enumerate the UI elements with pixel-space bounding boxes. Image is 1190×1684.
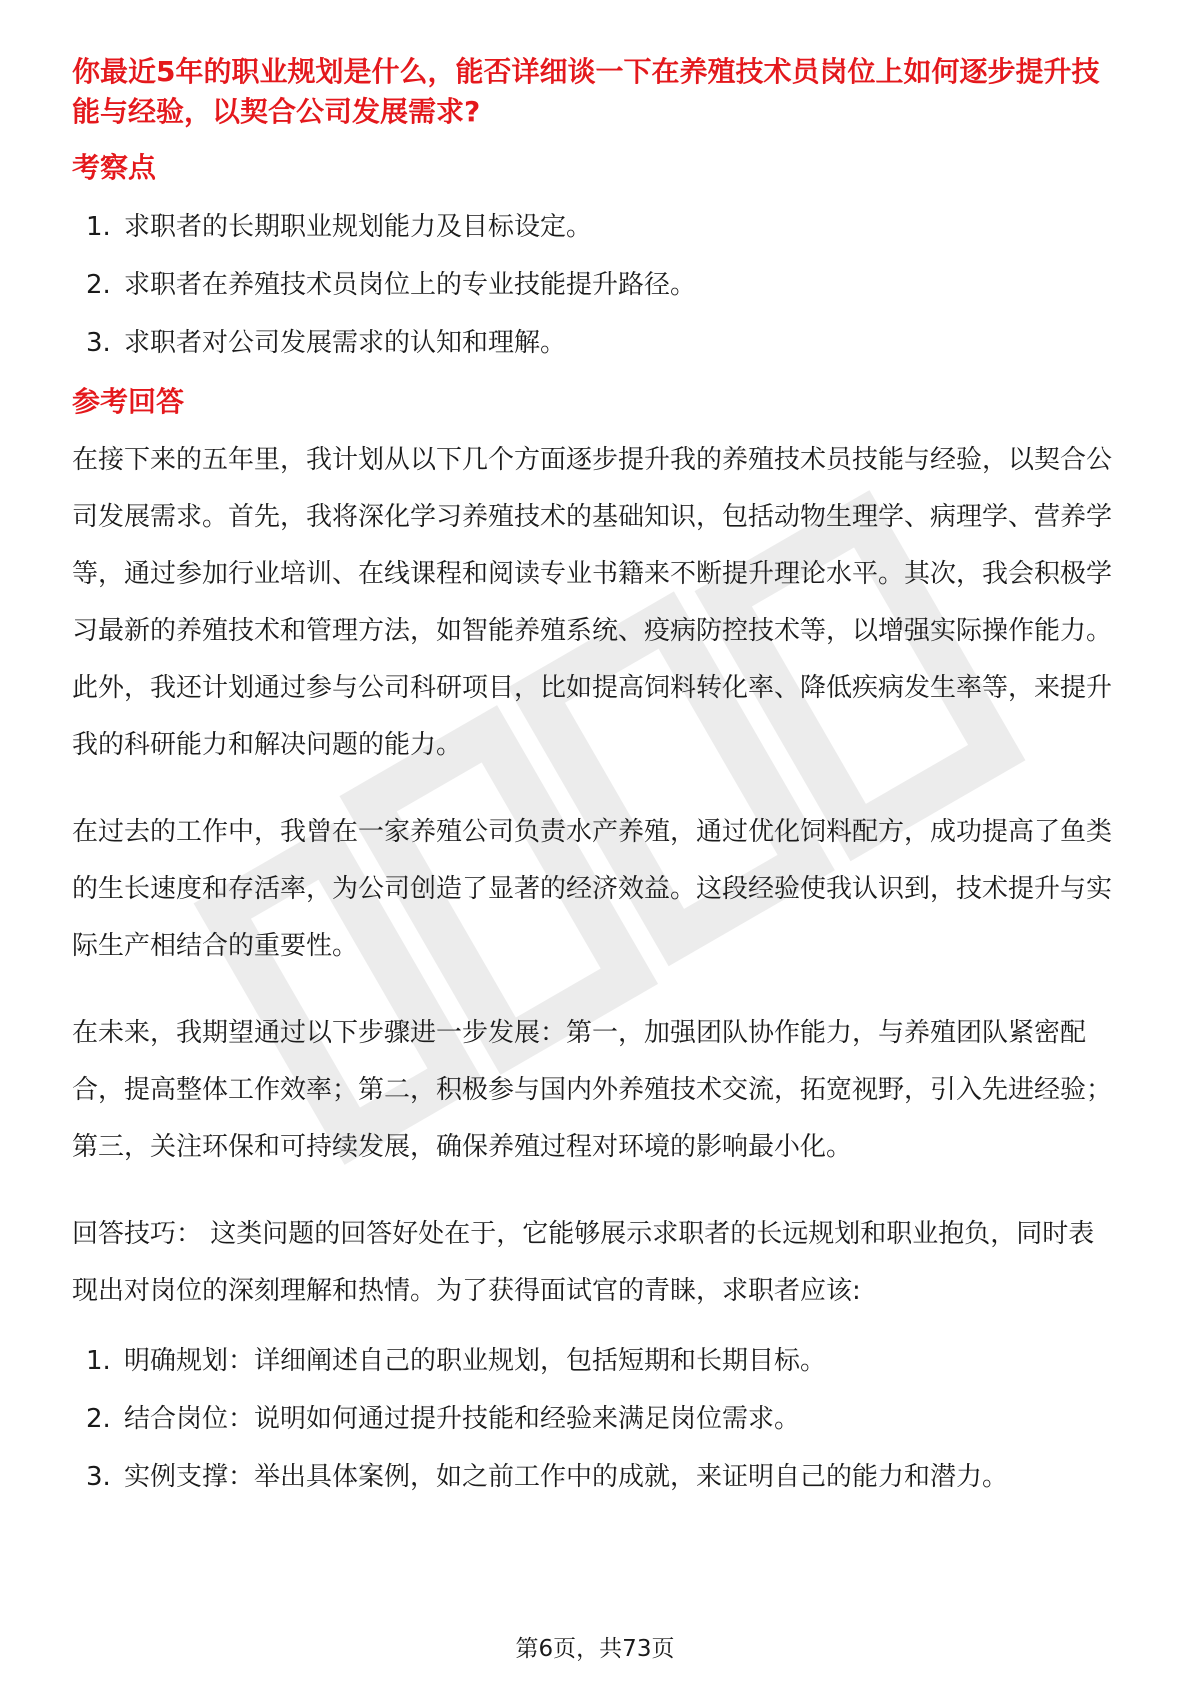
section-title-points: 考察点	[72, 151, 157, 184]
question-heading: 你最近5年的职业规划是什么，能否详细谈一下在养殖技术员岗位上如何逐步提升技能与经验，以契合公司发展需求?	[72, 55, 1100, 128]
list-text: 求职者在养殖技术员岗位上的专业技能提升路径。	[124, 270, 697, 300]
answer-paragraph: 在未来，我期望通过以下步骤进一步发展：第一，加强团队协作能力，与养殖团队紧密配合，提高整体工作效率；第二，积极参与国内外养殖技术交流，拓宽视野，引入先进经验；第三，关注环保和可持续发展，确保养殖过程对环境的影响最小化。	[72, 1018, 1113, 1162]
page-footer: 第6页，共73页	[515, 1636, 675, 1662]
list-number: 2.	[86, 1404, 111, 1434]
list-text: 实例支撑：举出具体案例，如之前工作中的成就，来证明自己的能力和潜力。	[124, 1462, 1009, 1492]
list-number: 1.	[86, 212, 111, 242]
list-item	[72, 324, 1118, 362]
points-list	[72, 208, 1118, 362]
list-item	[72, 1458, 1118, 1496]
list-item	[72, 266, 1118, 304]
section-title-answer: 参考回答	[72, 385, 185, 418]
list-text: 求职者的长期职业规划能力及目标设定。	[124, 212, 593, 242]
answer-paragraph: 在接下来的五年里，我计划从以下几个方面逐步提升我的养殖技术员技能与经验，以契合公司发展需求。首先，我将深化学习养殖技术的基础知识，包括动物生理学、病理学、营养学等，通过参加行业培训、在线课程和阅读专业书籍来不断提升理论水平。其次，我会积极学习最新的养殖技术和管理方法，如智能养殖系统、疫病防控技术等，以增强实际操作能力。此外，我还计划通过参与公司科研项目，比如提高饲料转化率、降低疾病发生率等，来提升我的科研能力和解决问题的能力。	[72, 445, 1113, 760]
list-number: 3.	[86, 1462, 111, 1492]
list-number: 2.	[86, 270, 111, 300]
list-text: 明确规划：详细阐述自己的职业规划，包括短期和长期目标。	[124, 1346, 827, 1376]
list-text: 求职者对公司发展需求的认知和理解。	[124, 328, 567, 358]
list-item	[72, 208, 1118, 246]
tips-intro-paragraph: 回答技巧： 这类问题的回答好处在于，它能够展示求职者的长远规划和职业抱负，同时表现出对岗位的深刻理解和热情。为了获得面试官的青睐，求职者应该:	[72, 1219, 1095, 1306]
list-item	[72, 1400, 1118, 1438]
document-body	[72, 52, 1118, 1516]
list-item	[72, 1342, 1118, 1380]
list-text: 结合岗位：说明如何通过提升技能和经验来满足岗位需求。	[124, 1404, 801, 1434]
list-number: 1.	[86, 1346, 111, 1376]
list-number: 3.	[86, 328, 111, 358]
tips-list	[72, 1342, 1118, 1496]
answer-paragraph: 在过去的工作中，我曾在一家养殖公司负责水产养殖，通过优化饲料配方，成功提高了鱼类的生长速度和存活率，为公司创造了显著的经济效益。这段经验使我认识到，技术提升与实际生产相结合的重要性。	[72, 817, 1113, 961]
